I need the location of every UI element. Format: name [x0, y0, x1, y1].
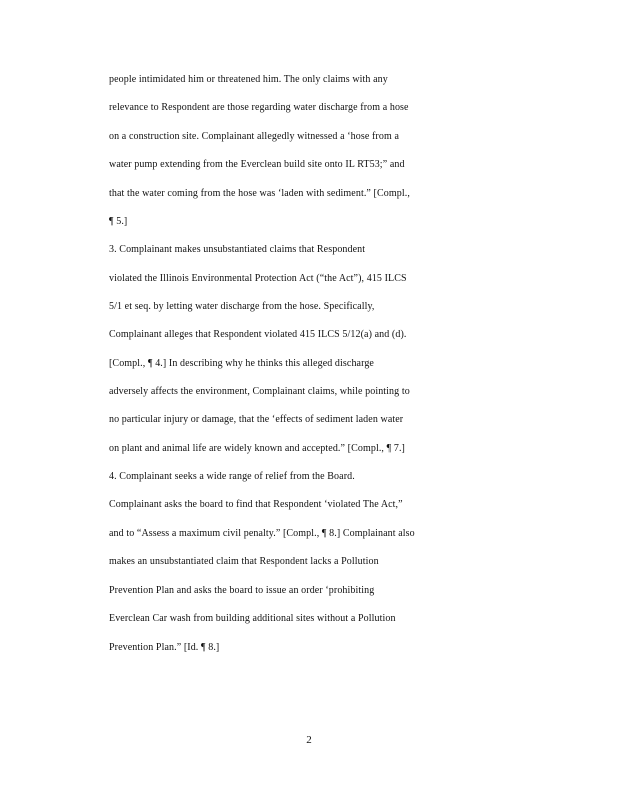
body-text-line: 5/1 et seq. by letting water discharge from the hose. Specifically,: [109, 301, 375, 312]
body-text-line: people intimidated him or threatened him. The only claims with any: [109, 74, 388, 85]
body-text-line: water pump extending from the Everclean build site onto IL RT53;” and: [109, 159, 405, 170]
body-text-line: makes an unsubstantiated claim that Respondent lacks a Pollution: [109, 556, 379, 567]
body-text-line: on plant and animal life are widely known and accepted.” [Compl., ¶ 7.]: [109, 443, 405, 454]
body-text-line: Prevention Plan.” [Id. ¶ 8.]: [109, 642, 220, 653]
body-text-line: relevance to Respondent are those regarding water discharge from a hose: [109, 102, 409, 113]
body-text-line: Complainant alleges that Respondent violated 415 ILCS 5/12(a) and (d).: [109, 329, 407, 340]
body-text-line: Prevention Plan and asks the board to issue an order ‘prohibiting: [109, 585, 375, 596]
body-text-line: 4. Complainant seeks a wide range of relief from the Board.: [109, 471, 355, 482]
body-text-line: Complainant asks the board to find that Respondent ‘violated The Act,”: [109, 499, 403, 510]
body-text-line: 3. Complainant makes unsubstantiated claims that Respondent: [109, 244, 366, 255]
body-text-line: adversely affects the environment, Complainant claims, while pointing to: [109, 386, 410, 397]
body-text-line: and to “Assess a maximum civil penalty.” [Compl., ¶ 8.] Complainant also: [109, 528, 415, 539]
body-text-line: [Compl., ¶ 4.] In describing why he thinks this alleged discharge: [109, 358, 374, 369]
body-text-line: violated the Illinois Environmental Protection Act (“the Act”), 415 ILCS: [109, 273, 407, 284]
body-text-line: that the water coming from the hose was ‘laden with sediment.” [Compl.,: [109, 188, 410, 199]
body-text-line: no particular injury or damage, that the ‘effects of sediment laden water: [109, 414, 404, 425]
body-text-line: Everclean Car wash from building additional sites without a Pollution: [109, 613, 396, 624]
body-text-line: on a construction site. Complainant allegedly witnessed a ‘hose from a: [109, 131, 399, 142]
body-text-line: ¶ 5.]: [109, 216, 128, 227]
page-number: 2: [306, 734, 312, 746]
